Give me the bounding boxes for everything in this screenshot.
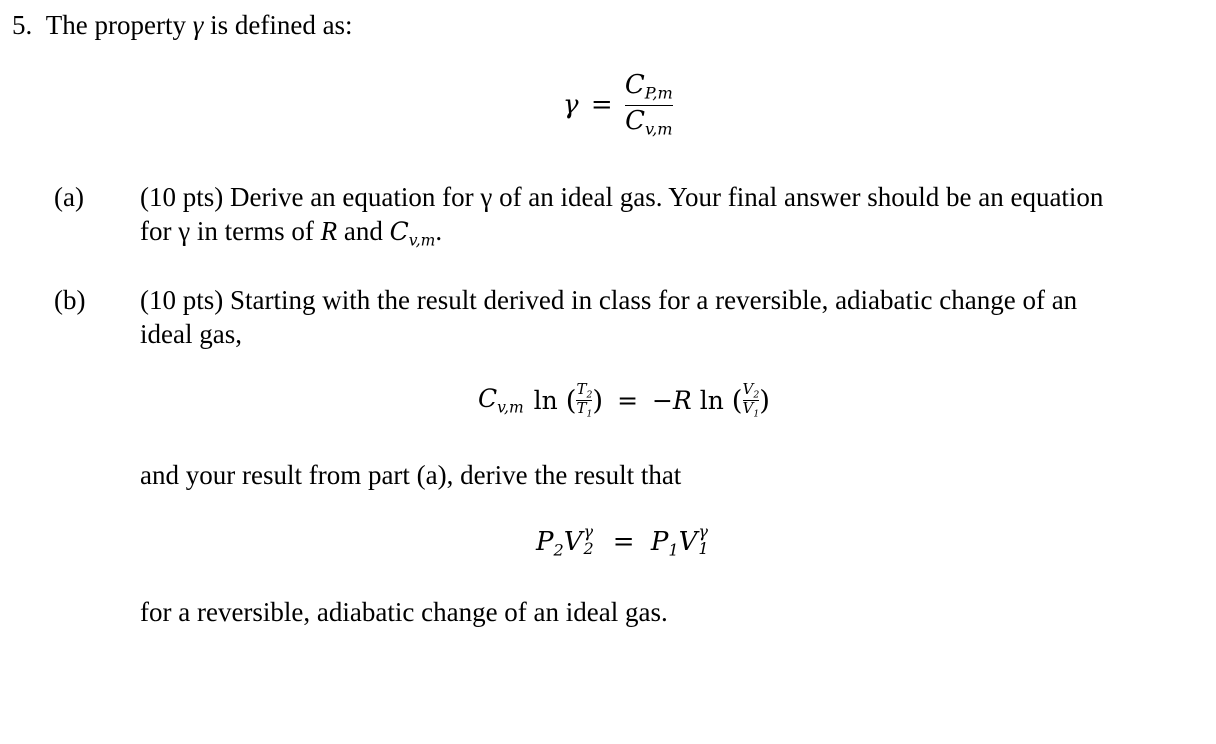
eq2-p2: $P_2$ [536,527,564,560]
part-b-line2: ideal gas, [140,319,242,349]
gamma-symbol: γ [192,10,204,40]
eq1-equals: = [617,386,639,415]
final-text: for a reversible, adiabatic change of an ideal gas. [140,597,668,627]
def-lhs: γ [563,90,579,121]
result-equation [536,522,711,560]
eq2-v2: V γ 2 [563,522,594,558]
eq1-v-fraction: $\frac{V_2}{V_1}$ [742,380,760,420]
symbol-R: R [320,216,338,246]
eq1-ln-right: ln [699,386,724,415]
eq2-v1: V γ 1 [678,522,709,558]
eq1-ln-left: ln [533,386,558,415]
middle-text: and your result from part (a), derive the result that [140,460,682,490]
question-heading [12,8,353,42]
def-fraction [625,72,673,138]
eq1-cvm: $C_{v,m}$ [478,384,524,417]
eq2-p1: $P_1$ [650,527,679,560]
symbol-Cvm: $C_{v,m}$ [389,217,436,250]
adiabatic-equation: $C_{v,m}$ ln ( $\frac{T_2}{T_1}$ ) = −R ln ( $\frac{V_2}{V_1}$ ) [478,380,770,420]
eq2-equals: = [612,527,635,557]
part-b-label: (b) [54,285,86,315]
part-a-line2: for γ in terms of R and $C_{v,m}$. [140,216,443,250]
definition-equation [563,72,673,138]
question-number: 5. [12,10,33,40]
part-a-line1: (10 pts) Derive an equation for γ of an ideal gas. Your final answer should be an equation [140,182,1104,212]
question-intro-post: is defined as: [210,10,353,40]
def-equals: = [590,90,613,121]
def-numerator: $C_{P,m}$ [624,70,673,103]
part-a-label: (a) [54,182,84,212]
def-denominator: $C_{v,m}$ [625,105,673,139]
eq1-t-fraction: $\frac{T_2}{T_1}$ [576,380,593,420]
part-b-line1: (10 pts) Starting with the result derived in class for a reversible, adiabatic change of an [140,285,1078,315]
question-intro-pre: The property [45,10,186,40]
eq1-neg-r: −R [651,386,692,415]
